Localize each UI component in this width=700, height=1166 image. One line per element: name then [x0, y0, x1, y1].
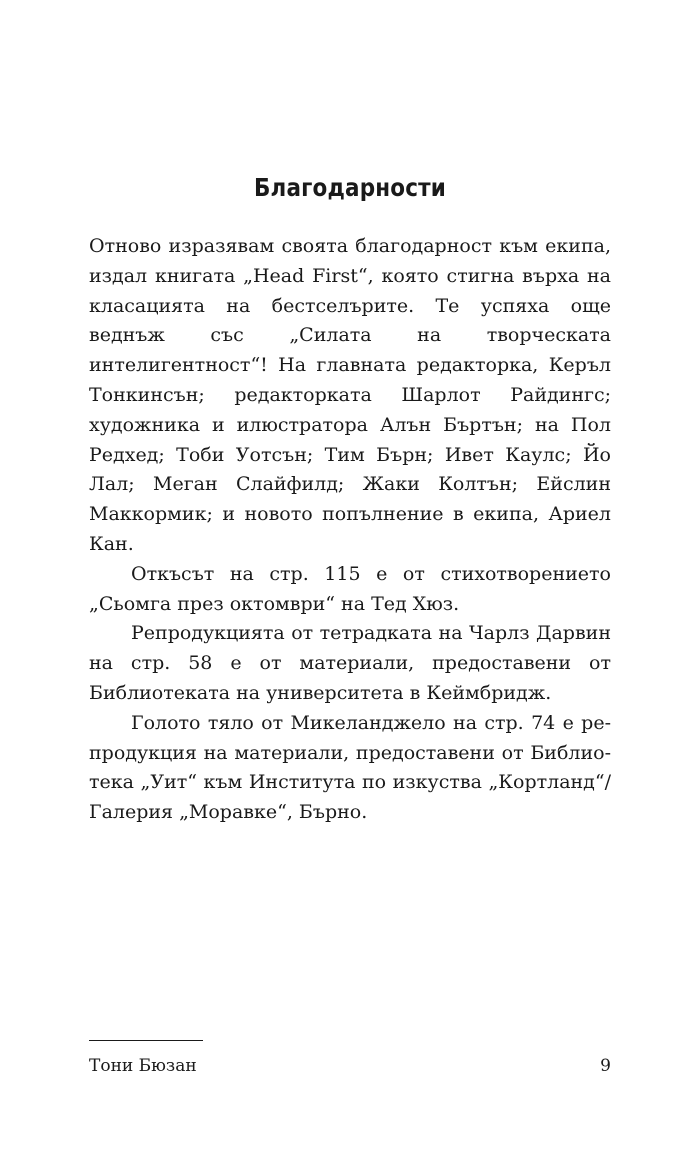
- paragraph-poem-credit: Откъсът на стр. 115 е от стихотворението „Сьомга през октомври“ на Тед Хюз.: [89, 562, 611, 615]
- footer-author: Тони Бюзан: [89, 1056, 197, 1076]
- footer-divider: [89, 1040, 203, 1041]
- page-title: Благодарности: [253, 172, 447, 202]
- paragraph-darwin-credit: Репродукцията от тетрадката на Чарлз Дарвин на стр. 58 е от материали, предоставени от Библиотеката на университета в Кеймбридж.: [89, 622, 611, 704]
- paragraph-michelangelo-credit: Голото тяло от Микеланджело на стр. 74 е репродукция на материали, предоставени от Библиотека „Уит“ към Института по изкуства „Кортланд“/ Галерия „Моравке“, Бърно.: [89, 711, 611, 824]
- body-text: [89, 232, 611, 828]
- page-number: 9: [600, 1056, 611, 1076]
- paragraph-acknowledgements-team: Отново изразявам своята благодарност към екипа, издал книгата „Head First“, която стигна върха на класацията на бестселърите. Те успяха още веднъж със „Силата на творческата интелигентност“! На главната редакторка, Керъл Тонкинсън; редакторката Шарлот Райдингс; художника и илюстратора Алън Бъртън; на Пол Редхед; Тоби Уотсън; Тим Бърн; Ивет Каулс; Йо Лал; Меган Слайфилд; Жаки Колтън; Ейслин Маккормик; и новото попълнение в екипа, Ариел Кан.: [89, 235, 611, 555]
